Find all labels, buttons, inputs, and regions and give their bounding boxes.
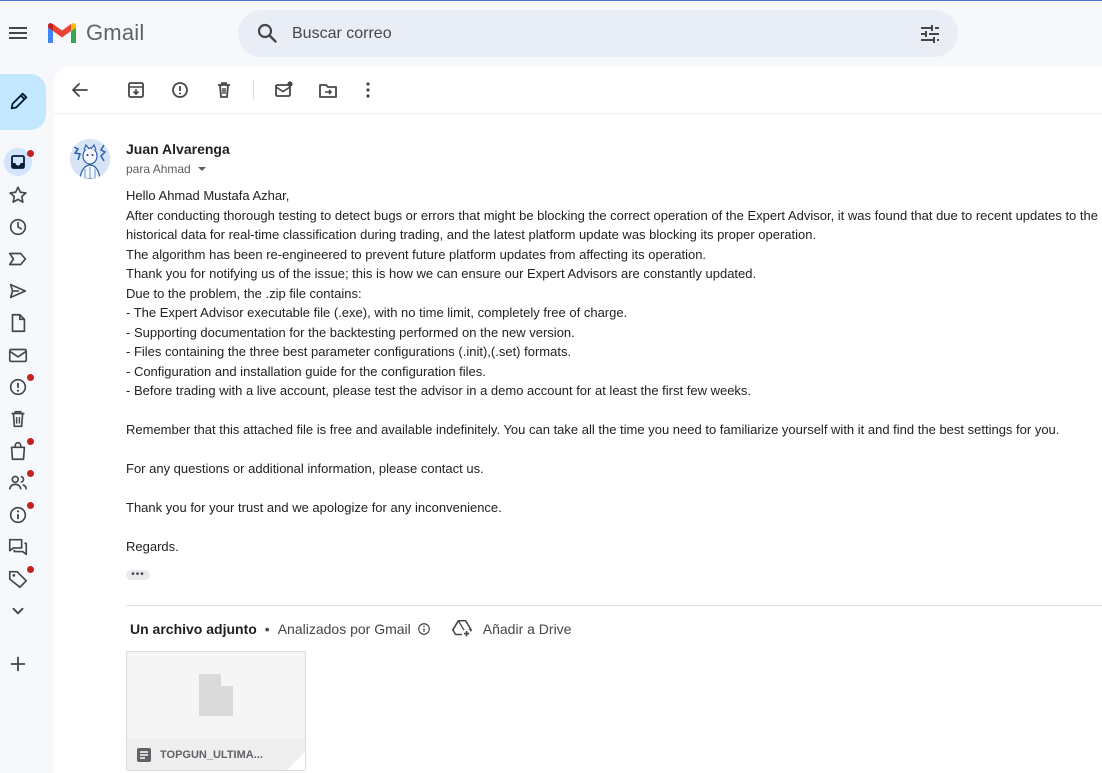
- add-label-icon[interactable]: [7, 653, 29, 675]
- attachment-card[interactable]: [126, 651, 306, 771]
- body-line: For any questions or additional information, please contact us.: [126, 461, 484, 476]
- sender-avatar[interactable]: [70, 139, 110, 179]
- recipient-details[interactable]: [126, 162, 207, 176]
- paragraph-gap: [126, 518, 1102, 538]
- body-line: After conducting thorough testing to detect bugs or errors that might be blocking the correct operation of the Expert Advisor, it was found that due to recent updates to the: [126, 207, 1098, 223]
- page-corner: [287, 752, 305, 770]
- label-icon[interactable]: [7, 568, 29, 590]
- archive-icon[interactable]: [124, 78, 148, 102]
- body-line: - Files containing the three best parameter configurations (.init),(.set) formats.: [126, 344, 572, 359]
- unread-dot: [27, 502, 34, 509]
- sender-name: Juan Alvarenga: [126, 141, 230, 157]
- social-icon[interactable]: [7, 472, 29, 494]
- paragraph-gap: [126, 479, 1102, 499]
- app-header: [0, 1, 1102, 65]
- delete-icon[interactable]: [212, 78, 236, 102]
- show-trimmed-content-button[interactable]: •••: [126, 570, 150, 580]
- info-icon[interactable]: [7, 504, 29, 526]
- compose-button[interactable]: [0, 74, 46, 130]
- dropdown-arrow-icon[interactable]: [197, 166, 207, 172]
- body-line: Hello Ahmad Mustafa Azhar,: [126, 188, 290, 203]
- search-icon[interactable]: [255, 21, 279, 45]
- unread-dot: [27, 150, 34, 157]
- mark-unread-icon[interactable]: [272, 78, 296, 102]
- body-line: Remember that this attached file is free and available indefinitely. You can take all the time you need to familiarize yourself with it and find the best settings for you.: [126, 422, 1060, 437]
- search-bar[interactable]: [238, 10, 958, 57]
- unread-dot: [27, 374, 34, 381]
- search-options-icon[interactable]: [918, 22, 942, 46]
- body-line: - Supporting documentation for the backtesting performed on the new version.: [126, 324, 575, 340]
- spam-icon[interactable]: [7, 376, 29, 398]
- star-icon[interactable]: [7, 184, 29, 206]
- unread-dot: [27, 470, 34, 477]
- body-line: Regards.: [126, 539, 179, 554]
- label-important-icon[interactable]: [7, 248, 29, 270]
- unread-dot: [27, 438, 34, 445]
- document-icon: [136, 747, 152, 763]
- gmail-logo[interactable]: [46, 20, 144, 46]
- message-toolbar: [54, 66, 1102, 114]
- scanned-label: Analizados por Gmail: [277, 621, 411, 637]
- message-body: [126, 186, 1102, 557]
- more-options-icon[interactable]: [356, 78, 380, 102]
- body-line: Thank you for your trust and we apologize for any inconvenience.: [126, 500, 502, 515]
- paragraph-gap: [126, 401, 1102, 421]
- send-icon[interactable]: [7, 280, 29, 302]
- separator-dot: •: [264, 621, 270, 637]
- search-input[interactable]: [292, 10, 892, 57]
- attachments-header: [130, 617, 571, 641]
- attachment-filename: TOPGUN_ULTIMA...: [160, 749, 263, 761]
- file-icon: [199, 674, 233, 716]
- toolbar-divider: [253, 80, 254, 100]
- main-menu-icon[interactable]: [6, 21, 30, 45]
- body-line: Due to the problem, the .zip file contains:: [126, 285, 362, 301]
- recipient-label: para Ahmad: [126, 162, 191, 176]
- body-line: - The Expert Advisor executable file (.exe), with no time limit, completely free of charge.: [126, 305, 628, 320]
- attachment-label: [127, 738, 305, 771]
- attachments-divider: [126, 605, 1102, 606]
- gmail-m-icon: [46, 21, 78, 45]
- all-mail-icon[interactable]: [7, 344, 29, 366]
- body-line: historical data for real-time classification during trading, and the latest platform update was blocking its proper operation.: [126, 227, 817, 242]
- attachment-preview: [127, 652, 305, 738]
- pencil-icon: [8, 90, 30, 112]
- back-arrow-icon[interactable]: [68, 78, 92, 102]
- body-line: - Before trading with a live account, please test the advisor in a demo account for at least the first few weeks.: [126, 383, 752, 398]
- brand-name: Gmail: [86, 20, 145, 45]
- add-to-drive-icon: [451, 618, 473, 640]
- expand-more-icon[interactable]: [7, 600, 29, 622]
- attachments-title: Un archivo adjunto: [130, 621, 257, 637]
- unread-dot: [27, 566, 34, 573]
- message-view: [54, 66, 1102, 773]
- clock-icon[interactable]: [7, 216, 29, 238]
- move-to-icon[interactable]: [316, 78, 340, 102]
- draft-icon[interactable]: [7, 312, 29, 334]
- shopping-icon[interactable]: [7, 440, 29, 462]
- body-line: Thank you for notifying us of the issue; this is how we can ensure our Expert Advisors are constantly updated.: [126, 266, 757, 281]
- forums-icon[interactable]: [7, 536, 29, 558]
- paragraph-gap: [126, 440, 1102, 460]
- body-line: The algorithm has been re-engineered to prevent future platform updates from affecting its operation.: [126, 246, 707, 262]
- info-icon[interactable]: [417, 622, 431, 636]
- add-to-drive-label: Añadir a Drive: [482, 621, 572, 637]
- trash-icon[interactable]: [7, 408, 29, 430]
- add-to-drive-button[interactable]: [451, 618, 572, 640]
- body-line: - Configuration and installation guide for the configuration files.: [126, 363, 486, 379]
- report-spam-icon[interactable]: [168, 78, 192, 102]
